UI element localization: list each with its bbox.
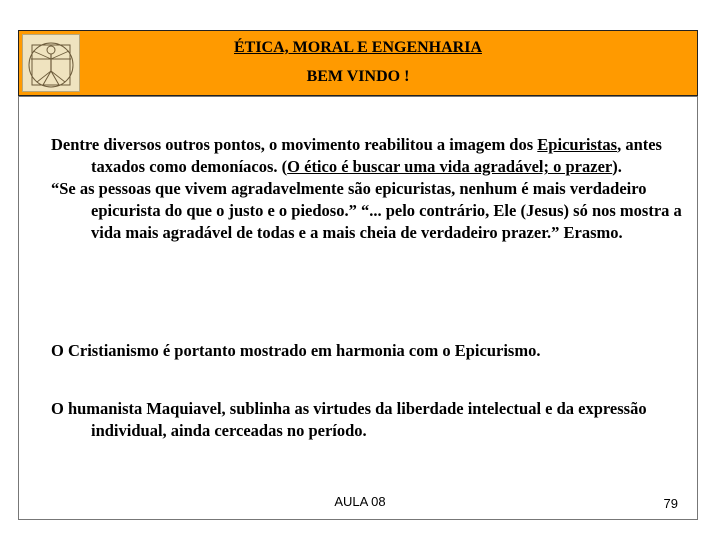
paragraph-epicuristas-main xyxy=(51,134,691,178)
underlined-etico: O ético é buscar uma vida agradável; o prazer xyxy=(287,157,613,176)
underlined-epicuristas: Epicuristas xyxy=(537,135,618,154)
paragraph-erasmo-quote: “Se as pessoas que vivem agradavelmente são epicuristas, nenhum é mais verdadeiro epicurista do que o justo e o piedoso.” “... pelo contrário, Ele (Jesus) só nos mostra a vida mais agradável de todas e a mais cheia de verdadeiro prazer.” Erasmo. xyxy=(51,179,682,242)
paragraph-cristianismo xyxy=(51,340,691,362)
text-run: ). xyxy=(612,157,622,176)
slide-subtitle: BEM VINDO ! xyxy=(306,68,410,85)
paragraph-maquiavel-text: O humanista Maquiavel, sublinha as virtudes da liberdade intelectual e da expressão individual, ainda cerceadas no período. xyxy=(51,399,647,440)
text-run: Dentre diversos outros pontos, o movimento reabilitou a imagem dos xyxy=(51,135,538,154)
slide-header xyxy=(18,30,698,96)
footer-label: AULA 08 xyxy=(334,494,386,509)
paragraph-maquiavel xyxy=(51,398,691,442)
paragraph-cristianismo-text: O Cristianismo é portanto mostrado em harmonia com o Epicurismo. xyxy=(51,341,541,360)
slide-title: ÉTICA, MORAL E ENGENHARIA xyxy=(233,39,483,56)
paragraph-epicuristas xyxy=(51,134,691,244)
text-run: , antes taxados como demoníacos. ( xyxy=(91,135,662,176)
page-number: 79 xyxy=(663,496,678,511)
